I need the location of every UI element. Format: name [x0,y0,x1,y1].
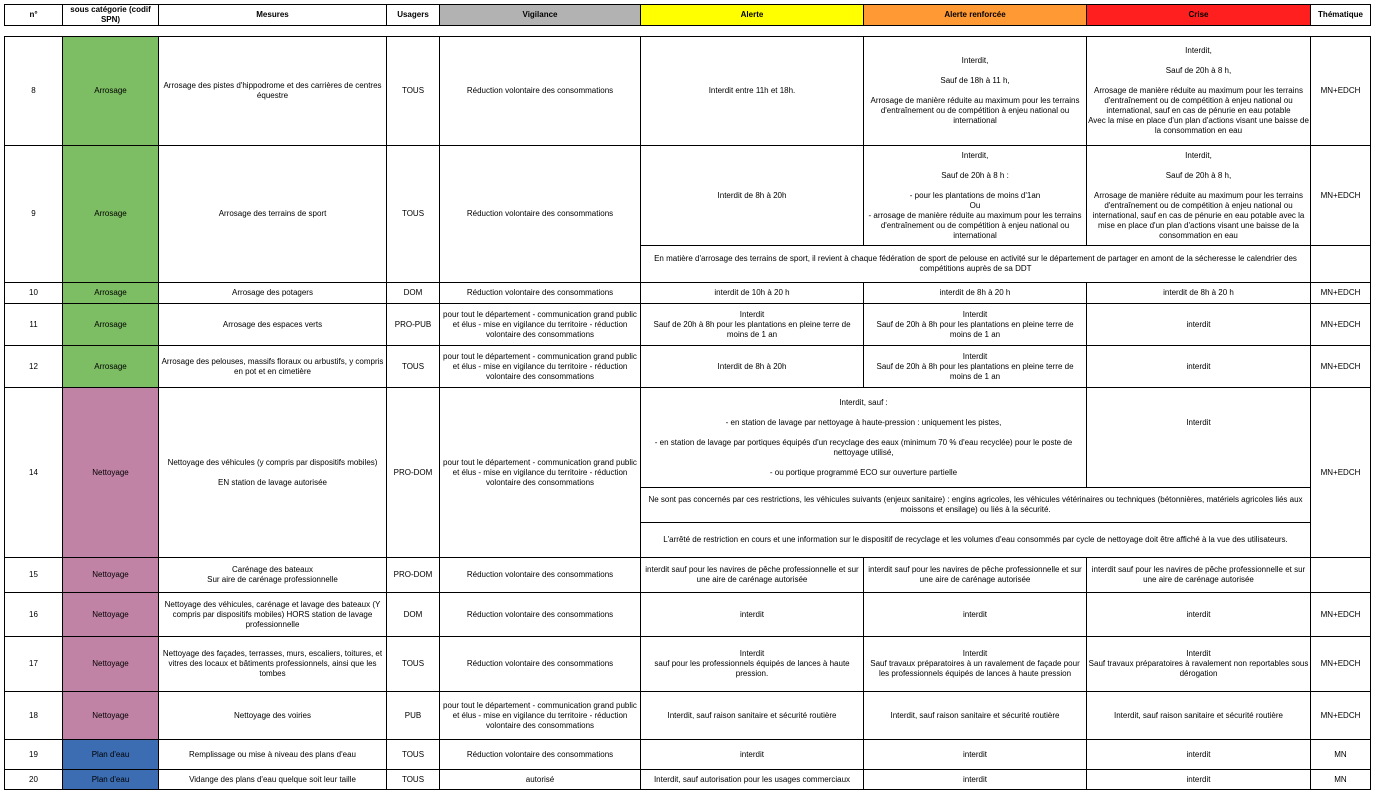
crise-cell: interdit sauf pour les navires de pêche professionnelle et sur une aire de carénage autorisée [1087,558,1311,593]
crise-cell: Interdit Sauf travaux préparatoires à ravalement non reportables sous dérogation [1087,637,1311,692]
category-cell: Arrosage [63,346,159,388]
category-cell: Nettoyage [63,637,159,692]
table-row [5,283,1371,304]
thematique-cell: MN+EDCH [1311,593,1371,637]
mesure-cell: Nettoyage des façades, terrasses, murs, escaliers, toitures, et vitres des locaux et bâtiments professionnels, ainsi que les tombes [159,637,387,692]
table-row [5,346,1371,388]
alerte-renforcee-cell: interdit [864,593,1087,637]
alerte-renforcee-cell: Interdit, Sauf de 20h à 8 h : - pour les plantations de moins d'1an Ou - arrosage de manière réduite au maximum pour les terrains d'entraînement ou de compétition à enjeu national ou international [864,146,1087,246]
crise-cell: Interdit, Sauf de 20h à 8 h, Arrosage de manière réduite au maximum pour les terrains d'entraînement ou de compétition à enjeu national ou international, sauf en cas de pénurie en eau potable Avec la mise en place d'un plan d'actions visant une baisse de la consommation en eau [1087,37,1311,146]
category-cell: Nettoyage [63,388,159,558]
usagers-cell: PRO-DOM [387,388,440,558]
usagers-cell: DOM [387,283,440,304]
header-alerte-renforcee: Alerte renforcée [864,5,1087,26]
vigilance-cell: Réduction volontaire des consommations [440,558,641,593]
mesure-cell: Remplissage ou mise à niveau des plans d'eau [159,740,387,770]
usagers-cell: DOM [387,593,440,637]
header-thematique: Thématique [1311,5,1371,26]
thematique-cell: MN+EDCH [1311,637,1371,692]
row-number: 10 [5,283,63,304]
row-number: 11 [5,304,63,346]
note-cell: L'arrêté de restriction en cours et une information sur le dispositif de recyclage et les volumes d'eau consommés par cycle de nettoyage doit être affiché à la vue des utilisateurs. [641,523,1311,558]
header-num: n° [5,5,63,26]
table-row [5,740,1371,770]
category-cell: Plan d'eau [63,740,159,770]
thematique-cell-empty [1311,246,1371,283]
vigilance-cell: autorisé [440,770,641,790]
row-number: 8 [5,37,63,146]
alerte-renforcee-merged-cell: Interdit, sauf : - en station de lavage par nettoyage à haute-pression : uniquement les pistes, - en station de lavage par portiques équipés d'un recyclage des eaux (minimum 70 % d'eau recyclée) pour le poste de nettoyage utilisé, - ou portique programmé ECO sur ouverture partielle [641,388,1087,488]
usagers-cell: TOUS [387,346,440,388]
alerte-cell: Interdit, sauf raison sanitaire et sécurité routière [641,692,864,740]
crise-cell: interdit de 8h à 20 h [1087,283,1311,304]
mesure-cell: Arrosage des terrains de sport [159,146,387,283]
crise-cell: Interdit, sauf raison sanitaire et sécurité routière [1087,692,1311,740]
row-number: 17 [5,637,63,692]
header-alerte: Alerte [641,5,864,26]
row-number: 19 [5,740,63,770]
alerte-renforcee-cell: interdit sauf pour les navires de pêche professionnelle et sur une aire de carénage autorisée [864,558,1087,593]
row-number: 16 [5,593,63,637]
alerte-cell: interdit [641,593,864,637]
mesure-cell: Arrosage des pelouses, massifs floraux ou arbustifs, y compris en pot et en cimetière [159,346,387,388]
mesure-cell: Arrosage des pistes d'hippodrome et des carrières de centres équestre [159,37,387,146]
alerte-cell: interdit sauf pour les navires de pêche professionnelle et sur une aire de carénage autorisée [641,558,864,593]
vigilance-cell: Réduction volontaire des consommations [440,283,641,304]
header-usagers: Usagers [387,5,440,26]
thematique-cell: MN [1311,770,1371,790]
alerte-cell: Interdit, sauf autorisation pour les usages commerciaux [641,770,864,790]
category-cell: Plan d'eau [63,770,159,790]
thematique-cell: MN+EDCH [1311,692,1371,740]
header-crise: Crise [1087,5,1311,26]
table-row [5,304,1371,346]
mesure-cell: Arrosage des espaces verts [159,304,387,346]
vigilance-cell: Réduction volontaire des consommations [440,593,641,637]
crise-cell: interdit [1087,304,1311,346]
vigilance-cell: Réduction volontaire des consommations [440,740,641,770]
mesure-cell: Nettoyage des véhicules, carénage et lavage des bateaux (Y compris par dispositifs mobiles) HORS station de lavage professionnelle [159,593,387,637]
vigilance-cell: Réduction volontaire des consommations [440,146,641,283]
header-vigilance: Vigilance [440,5,641,26]
note-cell: Ne sont pas concernés par ces restrictions, les véhicules suivants (enjeux sanitaire) : engins agricoles, les véhicules vétérinaires ou techniques (bétonnières, matériels agricoles liés aux moissons et ensilage) ou liés à la sécurité. [641,488,1311,523]
usagers-cell: TOUS [387,146,440,283]
usagers-cell: PUB [387,692,440,740]
alerte-renforcee-cell: Interdit Sauf travaux préparatoires à un ravalement de façade pour les professionnels équipés de lances à haute pression [864,637,1087,692]
row-number: 14 [5,388,63,558]
table-row [5,692,1371,740]
mesure-cell: Carénage des bateaux Sur aire de carénage professionnelle [159,558,387,593]
crise-cell: interdit [1087,346,1311,388]
vigilance-cell: Réduction volontaire des consommations [440,637,641,692]
mesure-cell: Nettoyage des véhicules (y compris par dispositifs mobiles) EN station de lavage autorisée [159,388,387,558]
thematique-cell: MN+EDCH [1311,37,1371,146]
table-row [5,637,1371,692]
vigilance-cell: pour tout le département - communication grand public et élus - mise en vigilance du territoire - réduction volontaire des consommations [440,388,641,558]
usagers-cell: PRO-PUB [387,304,440,346]
usagers-cell: TOUS [387,37,440,146]
crise-cell: Interdit, Sauf de 20h à 8 h, Arrosage de manière réduite au maximum pour les terrains d'entraînement ou de compétition à enjeu national ou international, sauf en cas de pénurie en eau potable avec la mise en place d'un plan d'actions visant une baisse de la consommation en eau [1087,146,1311,246]
alerte-renforcee-cell: interdit [864,770,1087,790]
alerte-cell: Interdit entre 11h et 18h. [641,37,864,146]
vigilance-cell: Réduction volontaire des consommations [440,37,641,146]
mesure-cell: Nettoyage des voiries [159,692,387,740]
header-subcat: sous catégorie (codif SPN) [63,5,159,26]
alerte-cell: Interdit de 8h à 20h [641,146,864,246]
alerte-cell: Interdit de 8h à 20h [641,346,864,388]
row-number: 15 [5,558,63,593]
header-table [4,4,1371,26]
header-row [5,5,1371,26]
row-number: 20 [5,770,63,790]
crise-cell: Interdit [1087,388,1311,488]
crise-cell: interdit [1087,593,1311,637]
table-row [5,37,1371,146]
header-mesures: Mesures [159,5,387,26]
alerte-cell: Interdit Sauf de 20h à 8h pour les plantations en pleine terre de moins de 1 an [641,304,864,346]
table-row [5,558,1371,593]
alerte-renforcee-cell: Interdit Sauf de 20h à 8h pour les plantations en pleine terre de moins de 1 an [864,304,1087,346]
mesure-cell: Arrosage des potagers [159,283,387,304]
thematique-cell: MN+EDCH [1311,146,1371,246]
thematique-cell: MN+EDCH [1311,304,1371,346]
row-number: 12 [5,346,63,388]
table-row [5,146,1371,246]
thematique-cell: MN [1311,740,1371,770]
table-row [5,770,1371,790]
thematique-cell: MN+EDCH [1311,346,1371,388]
alerte-cell: interdit [641,740,864,770]
alerte-renforcee-cell: Interdit, sauf raison sanitaire et sécurité routière [864,692,1087,740]
usagers-cell: TOUS [387,770,440,790]
usagers-cell: TOUS [387,740,440,770]
usagers-cell: TOUS [387,637,440,692]
crise-cell: interdit [1087,740,1311,770]
alerte-cell: interdit de 10h à 20 h [641,283,864,304]
usagers-cell: PRO-DOM [387,558,440,593]
alerte-renforcee-cell: Interdit Sauf de 20h à 8h pour les plantations en pleine terre de moins de 1 an [864,346,1087,388]
alerte-renforcee-cell: Interdit, Sauf de 18h à 11 h, Arrosage de manière réduite au maximum pour les terrains d'entraînement ou de compétition à enjeu national ou international [864,37,1087,146]
vigilance-cell: pour tout le département - communication grand public et élus - mise en vigilance du territoire - réduction volontaire des consommations [440,304,641,346]
table-row [5,593,1371,637]
table-row [5,388,1371,488]
alerte-renforcee-cell: interdit [864,740,1087,770]
thematique-cell: MN+EDCH [1311,388,1371,558]
mesure-cell: Vidange des plans d'eau quelque soit leur taille [159,770,387,790]
vigilance-cell: pour tout le département - communication grand public et élus - mise en vigilance du territoire - réduction volontaire des consommations [440,346,641,388]
thematique-cell: MN+EDCH [1311,283,1371,304]
measures-table [4,36,1371,790]
category-cell: Arrosage [63,304,159,346]
category-cell: Nettoyage [63,593,159,637]
category-cell: Nettoyage [63,558,159,593]
category-cell: Nettoyage [63,692,159,740]
vigilance-cell: pour tout le département - communication grand public et élus - mise en vigilance du territoire - réduction volontaire des consommations [440,692,641,740]
crise-cell: interdit [1087,770,1311,790]
alerte-renforcee-cell: interdit de 8h à 20 h [864,283,1087,304]
category-cell: Arrosage [63,146,159,283]
note-cell: En matière d'arrosage des terrains de sport, il revient à chaque fédération de sport de pelouse en activité sur le département de partager en amont de la sécheresse le calendrier des compétitions auprès de sa DDT [641,246,1311,283]
category-cell: Arrosage [63,283,159,304]
category-cell: Arrosage [63,37,159,146]
alerte-cell: Interdit sauf pour les professionnels équipés de lances à haute pression. [641,637,864,692]
row-number: 18 [5,692,63,740]
row-number: 9 [5,146,63,283]
thematique-cell [1311,558,1371,593]
